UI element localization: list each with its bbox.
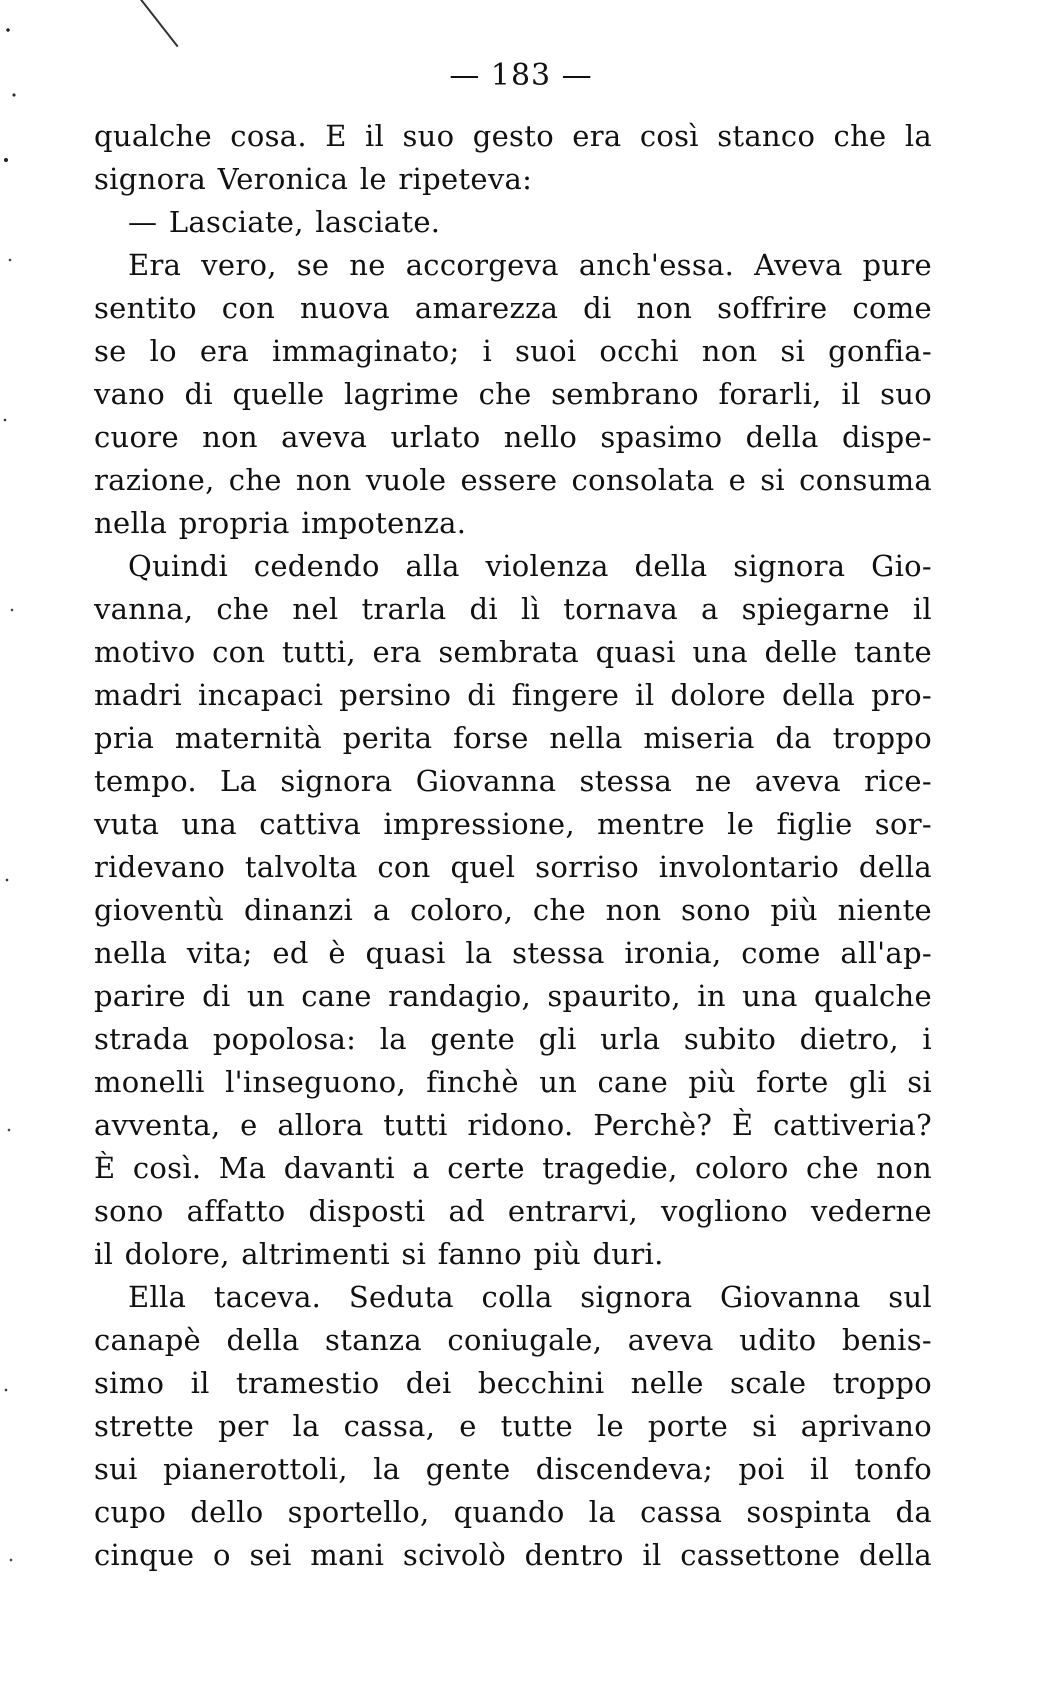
text-line: vuta una cattiva impressione, mentre le figlie sor-: [94, 807, 932, 841]
paper-crease: [140, 0, 179, 47]
text-line: madri incapaci persino di fingere il dolore della pro-: [94, 678, 932, 712]
text-line: tempo. La signora Giovanna stessa ne aveva rice-: [94, 764, 932, 798]
text-line: pria maternità perita forse nella miseria da troppo: [94, 721, 932, 755]
text-line: Quindi cedendo alla violenza della signora Gio-: [128, 549, 932, 583]
text-line: strada popolosa: la gente gli urla subito dietro, i: [94, 1022, 932, 1056]
text-line: vanna, che nel trarla di lì tornava a spiegarne il: [94, 592, 932, 626]
text-line: signora Veronica le ripeteva:: [94, 162, 533, 196]
text-line: — Lasciate, lasciate.: [128, 205, 441, 239]
page-edge-speckle: [0, 0, 28, 1685]
text-line: cuore non aveva urlato nello spasimo della dispe-: [94, 420, 932, 454]
text-line: parire di un cane randagio, spaurito, in una qualche: [94, 979, 932, 1013]
text-line: razione, che non vuole essere consolata e si consuma: [94, 463, 932, 497]
text-line: sentito con nuova amarezza di non soffrire come: [94, 291, 932, 325]
text-line: sui pianerottoli, la gente discendeva; poi il tonfo: [94, 1452, 932, 1486]
text-line: vano di quelle lagrime che sembrano forarli, il suo: [94, 377, 932, 411]
page-number: — 183 —: [449, 58, 593, 93]
text-line: nella vita; ed è quasi la stessa ironia, come all'ap-: [94, 936, 932, 970]
body-text: [94, 115, 932, 1577]
text-line: canapè della stanza coniugale, aveva udito benis-: [94, 1323, 932, 1357]
text-line: simo il tramestio dei becchini nelle scale troppo: [94, 1366, 932, 1400]
text-line: cupo dello sportello, quando la cassa sospinta da: [94, 1495, 932, 1529]
text-line: Era vero, se ne accorgeva anch'essa. Aveva pure: [128, 248, 932, 282]
text-line: cinque o sei mani scivolò dentro il cassettone della: [94, 1538, 932, 1572]
text-line: È così. Ma davanti a certe tragedie, coloro che non: [94, 1151, 932, 1185]
text-line: qualche cosa. E il suo gesto era così stanco che la: [94, 119, 932, 153]
text-line: strette per la cassa, e tutte le porte si aprivano: [94, 1409, 932, 1443]
text-line: il dolore, altrimenti si fanno più duri.: [94, 1237, 664, 1271]
text-line: ridevano talvolta con quel sorriso involontario della: [94, 850, 932, 884]
text-line: motivo con tutti, era sembrata quasi una delle tante: [94, 635, 932, 669]
text-line: avventa, e allora tutti ridono. Perchè? È cattiveria?: [94, 1108, 932, 1142]
text-line: gioventù dinanzi a coloro, che non sono più niente: [94, 893, 932, 927]
text-line: nella propria impotenza.: [94, 506, 467, 540]
text-line: Ella taceva. Seduta colla signora Giovanna sul: [128, 1280, 932, 1314]
text-line: monelli l'inseguono, finchè un cane più forte gli si: [94, 1065, 932, 1099]
text-line: sono affatto disposti ad entrarvi, vogliono vederne: [94, 1194, 932, 1228]
text-line: se lo era immaginato; i suoi occhi non si gonfia-: [94, 334, 932, 368]
